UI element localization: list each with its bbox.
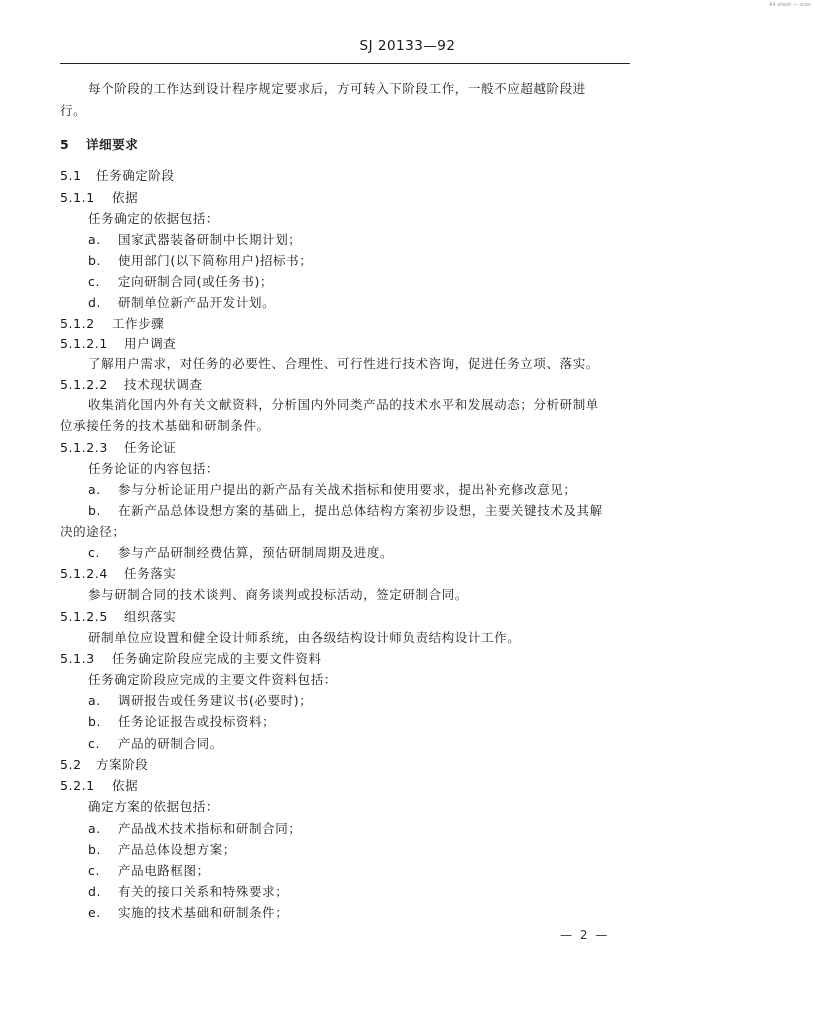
item-letter: b. [88, 714, 102, 729]
list-item [88, 736, 223, 752]
section-5-1-3-heading [60, 651, 322, 667]
list-item [88, 295, 275, 311]
item-text: 产品总体设想方案； [118, 842, 236, 857]
item-text: 产品的研制合同。 [118, 736, 223, 751]
section-5-1-2-2-heading [60, 377, 203, 393]
section-number: 5.2 [60, 757, 82, 772]
item-letter: c. [88, 863, 101, 878]
section-number: 5.1.1 [60, 190, 95, 205]
item-letter: d. [88, 295, 102, 310]
section-number: 5 [60, 137, 70, 152]
item-letter: a. [88, 482, 101, 497]
section-number: 5.1.2.4 [60, 566, 108, 581]
section-title: 详细要求 [86, 137, 139, 152]
list-item-continuation: 决的途径； [60, 524, 126, 539]
section-number: 5.1 [60, 168, 82, 183]
list-item [88, 821, 301, 837]
section-5-1-2-3-heading [60, 440, 176, 456]
item-letter: a. [88, 693, 101, 708]
item-text: 任务论证报告或投标资料； [118, 714, 276, 729]
item-letter: c. [88, 736, 101, 751]
list-item [88, 693, 312, 709]
intro-text-line-2: 行。 [60, 103, 87, 118]
section-5-1-2-5-heading [60, 609, 176, 625]
section-number: 5.2.1 [60, 778, 95, 793]
docs-intro: 任务确定阶段应完成的主要文件资料包括： [88, 672, 337, 687]
section-5-1-1-heading [60, 190, 138, 206]
section-title: 技术现状调查 [124, 377, 203, 392]
section-number: 5.1.2.3 [60, 440, 108, 455]
section-number: 5.1.2.1 [60, 336, 108, 351]
item-text: 国家武器装备研制中长期计划； [118, 232, 302, 247]
section-title: 组织落实 [124, 609, 177, 624]
item-letter: e. [88, 905, 101, 920]
item-text: 研制单位新产品开发计划。 [118, 295, 276, 310]
section-title: 任务确定阶段 [96, 168, 175, 183]
item-letter: b. [88, 253, 102, 268]
item-text: 有关的接口关系和特殊要求； [118, 884, 289, 899]
item-letter: d. [88, 884, 102, 899]
section-5-1-2-4-heading [60, 566, 176, 582]
list-item [88, 842, 236, 858]
item-text: 参与分析论证用户提出的新产品有关战术指标和使用要求，提出补充修改意见； [118, 482, 577, 497]
plan-basis-intro: 确定方案的依据包括： [88, 799, 220, 814]
section-number: 5.1.2.2 [60, 377, 108, 392]
section-title: 依据 [112, 190, 139, 205]
item-text: 产品战术技术指标和研制合同； [118, 821, 302, 836]
item-text: 使用部门(以下简称用户)招标书； [118, 253, 313, 268]
item-text: 产品电路框图； [118, 863, 210, 878]
section-5-1-heading [60, 168, 175, 184]
section-title: 任务落实 [124, 566, 177, 581]
section-title: 方案阶段 [96, 757, 149, 772]
list-item [88, 274, 273, 290]
user-survey-text: 了解用户需求，对任务的必要性、合理性、可行性进行技术咨询，促进任务立项、落实。 [88, 356, 599, 371]
tech-status-line-2: 位承接任务的技术基础和研制条件。 [60, 418, 270, 433]
list-item [88, 905, 288, 921]
section-5-1-2-1-heading [60, 336, 176, 352]
section-title: 任务确定阶段应完成的主要文件资料 [112, 651, 322, 666]
task-impl-text: 参与研制合同的技术谈判、商务谈判或投标活动，签定研制合同。 [88, 587, 468, 602]
demo-intro: 任务论证的内容包括： [88, 461, 220, 476]
item-text: 实施的技术基础和研制条件； [118, 905, 289, 920]
list-item [88, 863, 210, 879]
section-number: 5.1.2 [60, 316, 95, 331]
item-letter: b. [88, 503, 102, 518]
section-title: 依据 [112, 778, 139, 793]
list-item [88, 714, 275, 730]
page-number: — 2 — [560, 928, 610, 942]
list-item [88, 545, 393, 561]
section-5-heading [60, 137, 138, 153]
tech-status-line-1: 收集消化国内外有关文献资料，分析国内外同类产品的技术水平和发展动态；分析研制单 [88, 397, 599, 412]
intro-text-line-1: 每个阶段的工作达到设计程序规定要求后，方可转入下阶段工作，一般不应超越阶段进 [88, 81, 586, 96]
section-5-2-1-heading [60, 778, 138, 794]
item-text: 参与产品研制经费估算，预估研制周期及进度。 [118, 545, 394, 560]
item-letter: c. [88, 274, 101, 289]
item-text: 在新产品总体设想方案的基础上，提出总体结构方案初步设想，主要关键技术及其解 [118, 503, 603, 518]
section-title: 用户调查 [124, 336, 177, 351]
section-number: 5.1.2.5 [60, 609, 108, 624]
list-item [88, 884, 288, 900]
org-impl-text: 研制单位应设置和健全设计师系统，由各级结构设计师负责结构设计工作。 [88, 630, 521, 645]
item-letter: c. [88, 545, 101, 560]
section-title: 工作步骤 [112, 316, 165, 331]
scan-corner-mark: A4 sheet — scan [769, 2, 811, 8]
list-item [88, 482, 577, 498]
list-item [88, 503, 603, 519]
list-item [88, 232, 301, 248]
basis-intro: 任务确定的依据包括： [88, 211, 220, 226]
section-5-1-2-heading [60, 316, 164, 332]
standard-code-header: SJ 20133—92 [359, 38, 456, 54]
header-rule [60, 63, 630, 64]
section-5-2-heading [60, 757, 148, 773]
item-letter: a. [88, 232, 101, 247]
item-text: 调研报告或任务建议书(必要时)； [118, 693, 313, 708]
list-item [88, 253, 312, 269]
section-title: 任务论证 [124, 440, 177, 455]
item-letter: b. [88, 842, 102, 857]
item-text: 定向研制合同(或任务书)； [118, 274, 274, 289]
section-number: 5.1.3 [60, 651, 95, 666]
item-letter: a. [88, 821, 101, 836]
